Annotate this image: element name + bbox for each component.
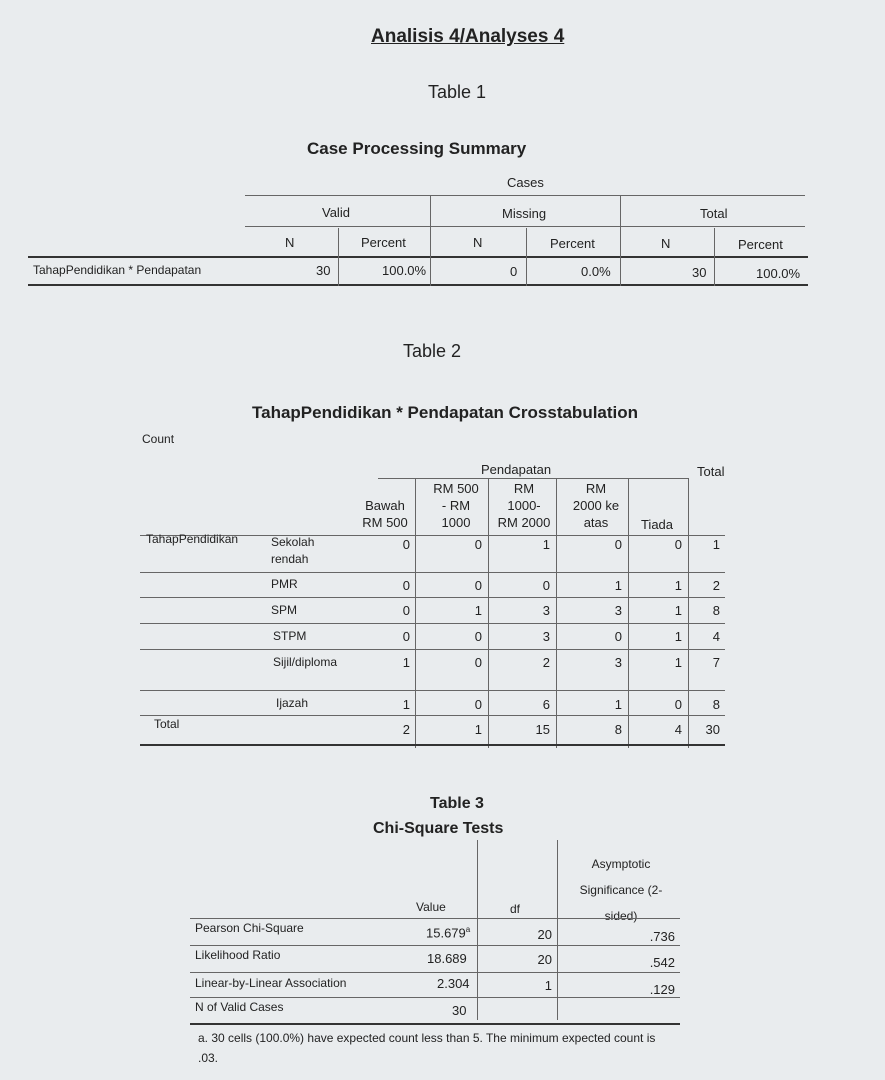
table1-caption: Table 1 bbox=[428, 82, 487, 102]
table2-cell: 1 bbox=[474, 603, 482, 618]
table2-cell: 1 bbox=[402, 655, 410, 670]
table2-row-label: SPM bbox=[271, 603, 298, 617]
table2-cell: 0 bbox=[674, 537, 682, 552]
table1-missing-percent: 0.0% bbox=[581, 264, 611, 279]
table2-caption: Table 2 bbox=[403, 341, 462, 361]
table2-total-row-label: Total bbox=[154, 717, 180, 731]
table1-percent-header: Percent bbox=[361, 235, 406, 250]
table2-title: TahapPendidikan * Pendapatan Crosstabulation bbox=[252, 403, 639, 422]
table2-cell: 0 bbox=[542, 578, 550, 593]
table2-cell: 3 bbox=[614, 655, 622, 670]
table2-total-cell: 1 bbox=[474, 722, 482, 737]
table1-total-n: 30 bbox=[692, 265, 707, 280]
table2-row-label: STPM bbox=[273, 629, 307, 643]
table2-cell: 0 bbox=[614, 537, 622, 552]
table2-total-header: Total bbox=[697, 464, 725, 479]
table2-cell: 1 bbox=[674, 629, 682, 644]
table3-footnote-continued: .03. bbox=[198, 1051, 219, 1065]
table2-cell: 3 bbox=[614, 603, 622, 618]
table2-row-label: PMR bbox=[271, 577, 298, 591]
table2-col-rm2000-atas: RM 2000 ke atas bbox=[572, 481, 620, 530]
table1-valid-percent: 100.0% bbox=[382, 263, 427, 278]
table1-valid-header: Valid bbox=[322, 205, 350, 220]
table3-col-asymptotic-sig: Asymptotic Significance (2- sided) bbox=[579, 857, 663, 923]
table2-col-rm1000-2000: RM 1000- RM 2000 bbox=[497, 481, 551, 530]
table3-row-label: Pearson Chi-Square bbox=[195, 921, 304, 935]
table2-total-cell: 2 bbox=[402, 722, 410, 737]
table2-row-variable-label: TahapPendidikan bbox=[146, 532, 239, 546]
table2-total-cell: 4 bbox=[674, 722, 682, 737]
table3-row-label: N of Valid Cases bbox=[195, 1000, 284, 1014]
table2-col-bawah-rm500: Bawah RM 500 bbox=[362, 498, 408, 530]
table2-cell: 3 bbox=[542, 603, 550, 618]
table3-value: 30 bbox=[452, 1003, 467, 1018]
table3-df: 20 bbox=[537, 927, 552, 942]
table3-sig: .542 bbox=[649, 955, 675, 970]
table3-caption: Table 3 bbox=[430, 795, 484, 812]
table1-title: Case Processing Summary bbox=[307, 139, 527, 158]
table1-valid-n: 30 bbox=[316, 263, 331, 278]
table3-row-label: Likelihood Ratio bbox=[195, 948, 281, 962]
table2-cell: 2 bbox=[712, 578, 720, 593]
table2-cell: 0 bbox=[402, 603, 410, 618]
table2-cell: 0 bbox=[474, 578, 482, 593]
table1-total-percent: 100.0% bbox=[756, 266, 801, 281]
table2-cell: 0 bbox=[474, 629, 482, 644]
table3-col-value: Value bbox=[416, 900, 446, 914]
table2-cell: 1 bbox=[614, 578, 622, 593]
table1-n-header: N bbox=[473, 235, 483, 250]
document-title: Analisis 4/Analyses 4 bbox=[371, 26, 565, 47]
table3-value: 15.679$^a$ bbox=[426, 925, 471, 941]
table2-cell: 0 bbox=[474, 697, 482, 712]
table2-pendapatan-header: Pendapatan bbox=[481, 462, 552, 477]
table2-row-label: Ijazah bbox=[276, 696, 309, 710]
table3-df: 20 bbox=[537, 952, 552, 967]
table2-cell: 3 bbox=[542, 629, 550, 644]
table2-total-cell: 30 bbox=[705, 722, 720, 737]
table3-sig: .129 bbox=[649, 982, 675, 997]
table1-missing-n: 0 bbox=[510, 264, 518, 279]
table1-percent-header: Percent bbox=[738, 237, 783, 252]
table3-df: 1 bbox=[544, 978, 552, 993]
table2-cell: 8 bbox=[712, 603, 720, 618]
table1-row-label: TahapPendidikan * Pendapatan bbox=[33, 263, 202, 277]
table1-n-header: N bbox=[661, 236, 671, 251]
table3-col-df: df bbox=[510, 902, 521, 916]
table2-col-tiada: Tiada bbox=[640, 517, 674, 532]
table2-cell: 1 bbox=[614, 697, 622, 712]
table1-percent-header: Percent bbox=[550, 236, 595, 251]
table2-count-label: Count bbox=[142, 432, 175, 446]
table2-cell: 0 bbox=[402, 629, 410, 644]
table2-cell: 8 bbox=[712, 697, 720, 712]
table2-cell: 0 bbox=[402, 578, 410, 593]
table3-value: 18.689 bbox=[427, 951, 467, 966]
table2-cell: 1 bbox=[542, 537, 550, 552]
table3-sig: .736 bbox=[649, 929, 675, 944]
table2-cell: 0 bbox=[402, 537, 410, 552]
table2-cell: 1 bbox=[674, 603, 682, 618]
table2-total-cell: 15 bbox=[535, 722, 550, 737]
table2-row-label: Sijil/diploma bbox=[273, 655, 338, 669]
table2-cell: 1 bbox=[674, 578, 682, 593]
table2-cell: 6 bbox=[542, 697, 550, 712]
table2-cell: 1 bbox=[674, 655, 682, 670]
table2-cell: 1 bbox=[402, 697, 410, 712]
table2-cell: 0 bbox=[474, 537, 482, 552]
table2-cell: 2 bbox=[542, 655, 550, 670]
table1-missing-header: Missing bbox=[502, 206, 547, 221]
table1-n-header: N bbox=[285, 235, 295, 250]
table2-cell: 7 bbox=[712, 655, 720, 670]
table3-footnote: a. 30 cells (100.0%) have expected count less than 5. The minimum expected count is bbox=[198, 1031, 656, 1045]
table1-cases-header: Cases bbox=[507, 175, 544, 190]
table2-cell: 0 bbox=[614, 629, 622, 644]
table2-cell: 0 bbox=[674, 697, 682, 712]
table2-cell: 4 bbox=[712, 629, 720, 644]
table2-row-label: Sekolah rendah bbox=[271, 535, 315, 566]
table3-row-label: Linear-by-Linear Association bbox=[195, 976, 347, 990]
table2-col-rm500-1000: RM 500 - RM 1000 bbox=[433, 481, 479, 530]
table3-title: Chi-Square Tests bbox=[373, 820, 504, 837]
table1-total-header: Total bbox=[700, 206, 728, 221]
table3-value: 2.304 bbox=[437, 976, 470, 991]
table2-cell: 0 bbox=[474, 655, 482, 670]
table2-cell: 1 bbox=[712, 537, 720, 552]
table2-total-cell: 8 bbox=[614, 722, 622, 737]
